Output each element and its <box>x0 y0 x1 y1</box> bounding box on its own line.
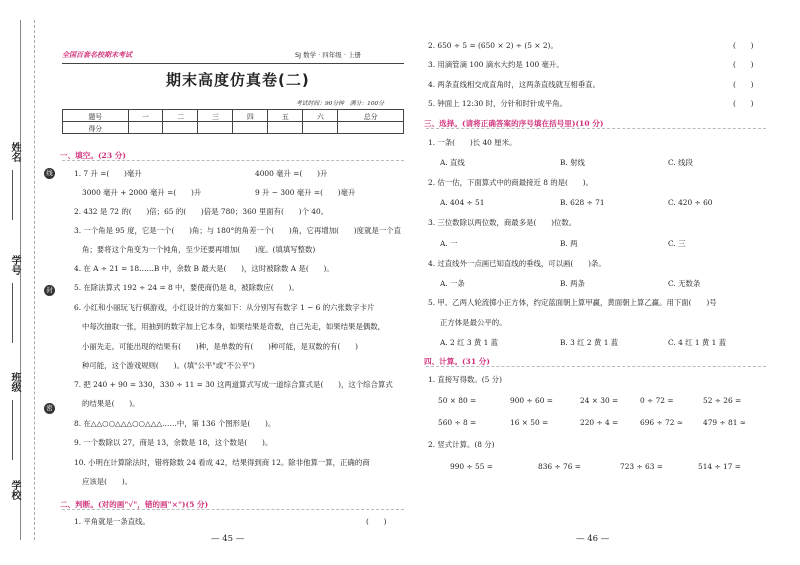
score-col: 题号 <box>63 110 129 122</box>
judge-3-answer[interactable]: ( ) <box>733 60 754 69</box>
choice-4-option-c[interactable]: C. 无数条 <box>668 279 701 288</box>
choice-5a: 5. 甲、乙两人轮流掷小正方体，约定蓝面朝上算甲赢，黄面朝上算乙赢。用下面( )号 <box>428 298 717 307</box>
secret-mark: 密 <box>44 403 55 414</box>
divider <box>426 128 766 129</box>
judge-5: 5. 钟面上 12:30 时，分针和时针成平角。 <box>428 99 567 108</box>
calc-item: 696 ÷ 72 ≈ <box>640 418 683 427</box>
choice-2-option-b[interactable]: B. 628 ÷ 71 <box>560 198 605 207</box>
name-field[interactable] <box>12 170 13 220</box>
class-label: 班级 <box>9 372 20 392</box>
calc-item: 220 ÷ 4 = <box>580 418 619 427</box>
choice-1-option-c[interactable]: C. 线段 <box>668 158 693 167</box>
line-mark: 线 <box>44 168 55 179</box>
judge-5-answer[interactable]: ( ) <box>733 99 754 108</box>
question-6c: 小丽先走。可能出现的结果有( )种，是单数的有( )种可能，是双数的有( ) <box>82 342 358 351</box>
score-col: 三 <box>198 110 233 122</box>
divider <box>62 160 404 161</box>
header-rule <box>62 63 404 64</box>
choice-4-option-b[interactable]: B. 两条 <box>560 279 585 288</box>
score-cell[interactable] <box>338 122 404 134</box>
question-10a: 10. 小明在计算除法时，错将除数 24 看成 42，结果得到商 12。除非他算一算，正确的商 <box>74 458 370 467</box>
grade-badge: SJ 数学 · 四年级 · 上册 <box>295 51 362 59</box>
question-5: 5. 在除法算式 192 ÷ 24 = 8 中，要使商仍是 8，被除数应( )。 <box>74 283 299 292</box>
question-3a: 3. 一个角是 95 度，它是一个( )角；与 180°的角差一个( )角，它再增加( )度就是一个直 <box>74 226 402 235</box>
vertical-calc-item: 514 ÷ 17 = <box>698 462 741 471</box>
choice-1-option-b[interactable]: B. 射线 <box>560 158 585 167</box>
score-row-label: 得分 <box>63 122 129 134</box>
choice-1: 1. 一条( )长 40 厘米。 <box>428 138 517 147</box>
judge-4: 4. 两条直线相交成直角时，这两条直线就互相垂直。 <box>428 80 600 89</box>
page-number-right: — 46 — <box>576 534 610 544</box>
score-cell[interactable] <box>198 122 233 134</box>
page-number-left: — 45 — <box>211 534 245 544</box>
question-1c: 3000 毫升 + 2000 毫升 =( )升 <box>82 188 202 197</box>
question-7a: 7. 把 240 + 90 = 330，330 ÷ 11 = 30 这两道算式写成一道综合算式是( )，这个综合算式 <box>74 380 393 389</box>
choice-2: 2. 估一估，下面算式中的商最接近 8 的是( )。 <box>428 178 593 187</box>
calc-item: 24 × 30 = <box>580 396 619 405</box>
calc-item: 0 ÷ 72 = <box>640 396 674 405</box>
calc-item: 52 ÷ 26 = <box>703 396 742 405</box>
question-7b: 的结果是( )。 <box>82 399 140 408</box>
number-label: 学号 <box>9 255 20 275</box>
choice-5b: 正方体是最公平的。 <box>440 318 507 327</box>
judge-2-answer[interactable]: ( ) <box>733 41 754 50</box>
question-6b: 中每次抽取一张，用抽到的数字加上它本身，如果结果是奇数，自己先走，如果结果是偶数， <box>82 322 386 331</box>
choice-3: 3. 三位数除以两位数，商最多是( )位数。 <box>428 218 577 227</box>
score-cell[interactable] <box>163 122 198 134</box>
calc-item: 479 ÷ 81 ≈ <box>703 418 746 427</box>
section-fill-title: 一、填空。(23 分) <box>60 151 126 160</box>
calc-item: 50 × 80 = <box>438 396 477 405</box>
score-col: 六 <box>303 110 338 122</box>
choice-2-option-c[interactable]: C. 420 ÷ 60 <box>668 198 713 207</box>
exam-info: 考试时间：90分钟 满分：100分 <box>296 101 385 107</box>
question-2: 2. 432 是 72 的( )倍；65 的( )倍是 780；360 里面有( )个 40。 <box>74 207 329 216</box>
question-6d: 种可能，这个游戏规则( )。(填"公平"或"不公平") <box>82 361 255 370</box>
page-title: 期末高度仿真卷(二) <box>166 71 310 89</box>
score-col: 一 <box>128 110 163 122</box>
judge-2: 2. 650 ÷ 5 = (650 × 2) ÷ (5 × 2)。 <box>428 41 558 50</box>
score-cell[interactable] <box>303 122 338 134</box>
question-1a: 1. 7 升 =( )毫升 <box>74 169 142 178</box>
section-calc-title: 四、计算。(31 分) <box>424 357 490 366</box>
binding-line <box>20 20 22 540</box>
score-table <box>62 109 404 134</box>
cut-line <box>34 20 36 540</box>
question-1d: 9 升 − 300 毫升 =( )毫升 <box>255 188 356 197</box>
seal-mark: 封 <box>44 285 55 296</box>
series-label: 全国百套名校期末考试 <box>62 50 132 59</box>
choice-1-option-a[interactable]: A. 直线 <box>440 158 465 167</box>
name-label: 姓名 <box>9 142 20 162</box>
choice-3-option-a[interactable]: A. 一 <box>440 239 458 248</box>
choice-5-option-c[interactable]: C. 4 红 1 黄 1 蓝 <box>668 338 727 347</box>
class-field[interactable] <box>12 400 13 460</box>
number-field[interactable] <box>12 283 13 343</box>
choice-3-option-c[interactable]: C. 三 <box>668 239 686 248</box>
calc-item: 560 ÷ 8 = <box>438 418 477 427</box>
calc-sub-2: 2. 竖式计算。(8 分) <box>428 440 495 449</box>
calc-item: 16 × 50 = <box>510 418 549 427</box>
choice-2-option-a[interactable]: A. 404 ÷ 51 <box>440 198 485 207</box>
calc-sub-1: 1. 直接写得数。(5 分) <box>428 375 502 384</box>
vertical-calc-item: 836 ÷ 76 = <box>538 462 581 471</box>
score-col: 总分 <box>338 110 404 122</box>
judge-4-answer[interactable]: ( ) <box>733 80 754 89</box>
choice-4-option-a[interactable]: A. 一条 <box>440 279 465 288</box>
question-6a: 6. 小红和小丽玩飞行棋游戏，小红设计的方案如下：从分别写有数字 1 − 6 的六张数字卡片 <box>74 303 375 312</box>
choice-4: 4. 过直线外一点画已知直线的垂线，可以画( )条。 <box>428 259 606 268</box>
question-3b: 角；要将这个角变为一个钝角，至少还要再增加( )度。(填填写整数) <box>82 245 316 254</box>
score-cell[interactable] <box>128 122 163 134</box>
section-choice-title: 三、选择。(请将正确答案的序号填在括号里)(10 分) <box>424 119 604 128</box>
score-col: 二 <box>163 110 198 122</box>
score-cell[interactable] <box>268 122 303 134</box>
question-4: 4. 在 A ÷ 21 = 18……B 中，余数 B 最大是( )，这时被除数 A 是( )。 <box>74 264 334 273</box>
judge-3: 3. 用滴管滴 100 滴水大约是 100 毫升。 <box>428 60 564 69</box>
choice-5-option-b[interactable]: B. 3 红 2 黄 1 蓝 <box>560 338 619 347</box>
score-col: 四 <box>233 110 268 122</box>
school-label: 学校 <box>9 480 20 500</box>
judge-1-answer[interactable]: ( ) <box>366 517 387 526</box>
score-cell[interactable] <box>233 122 268 134</box>
question-10b: 应该是( )。 <box>82 477 133 486</box>
section-judge-title: 二、判断。(对的画"√"，错的画"×")(5 分) <box>60 500 209 509</box>
question-9: 9. 一个数除以 27，商是 13，余数是 18，这个数是( )。 <box>74 438 273 447</box>
choice-5-option-a[interactable]: A. 2 红 3 黄 1 蓝 <box>440 338 499 347</box>
judge-1: 1. 平角就是一条直线。 <box>74 517 150 526</box>
vertical-calc-item: 990 ÷ 55 = <box>450 462 493 471</box>
score-col: 五 <box>268 110 303 122</box>
divider <box>426 366 766 367</box>
question-1b: 4000 毫升 =( )升 <box>255 169 328 178</box>
question-8: 8. 在△△○○△△△○○△△△……中，第 136 个图形是( )。 <box>74 419 276 428</box>
divider <box>62 509 404 510</box>
calc-item: 900 ÷ 60 = <box>510 396 553 405</box>
vertical-calc-item: 723 ÷ 63 = <box>620 462 663 471</box>
choice-3-option-b[interactable]: B. 两 <box>560 239 578 248</box>
